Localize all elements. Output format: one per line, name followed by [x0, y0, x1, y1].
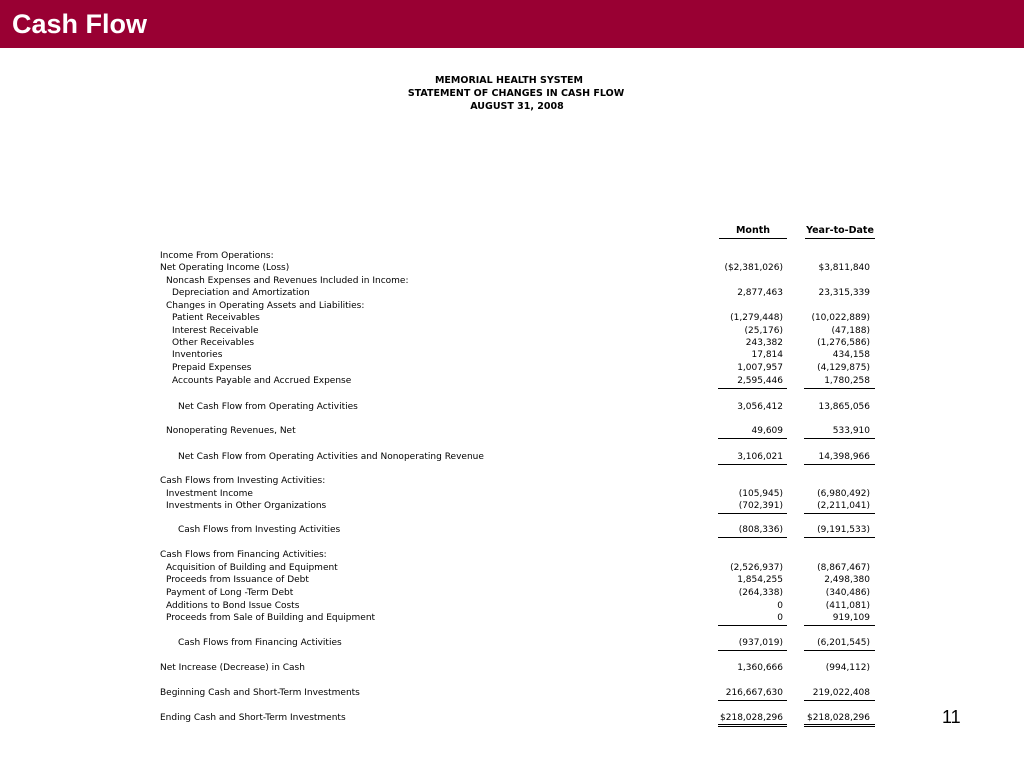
month-value: (808,336): [738, 525, 783, 535]
column-header-month: Month: [719, 225, 787, 239]
subtotal-rule: [718, 650, 787, 651]
ytd-value: (6,201,545): [817, 638, 870, 648]
row-label: Cash Flows from Investing Activities: [178, 525, 341, 535]
table-row: [0, 475, 1024, 487]
subtotal-rule: [804, 438, 875, 439]
row-label: Additions to Bond Issue Costs: [166, 601, 300, 611]
ytd-value: 14,398,966: [818, 452, 870, 462]
row-label: Noncash Expenses and Revenues Included in Income:: [166, 276, 409, 286]
ytd-value: (6,980,492): [817, 489, 870, 499]
row-label: Net Increase (Decrease) in Cash: [160, 663, 305, 673]
subtotal-rule: [804, 388, 875, 389]
statement-org: MEMORIAL HEALTH SYSTEM: [434, 75, 584, 86]
table-row: [0, 349, 1024, 361]
ytd-value: (47,188): [831, 326, 870, 336]
ytd-value: (9,191,533): [817, 525, 870, 535]
row-label: Other Receivables: [172, 338, 255, 348]
subtotal-rule: [718, 464, 787, 465]
row-label: Ending Cash and Short-Term Investments: [160, 713, 346, 723]
row-label: Interest Receivable: [172, 326, 259, 336]
title-bar: [0, 0, 1024, 48]
ytd-value: 23,315,339: [818, 288, 870, 298]
month-value: (937,019): [738, 638, 783, 648]
row-label: Cash Flows from Financing Activities:: [160, 550, 327, 560]
slide-title: Cash Flow: [12, 9, 148, 39]
subtotal-rule: [718, 537, 787, 538]
row-label: Payment of Long -Term Debt: [166, 588, 294, 598]
subtotal-rule: [804, 464, 875, 465]
page-number: 11: [942, 707, 961, 727]
row-label: Accounts Payable and Accrued Expense: [172, 376, 352, 386]
table-row: [0, 500, 1024, 512]
row-label: Depreciation and Amortization: [172, 288, 310, 298]
table-row: [0, 325, 1024, 337]
table-row: [0, 587, 1024, 599]
month-value: (1,279,448): [730, 313, 783, 323]
table-row: [0, 250, 1024, 262]
row-label: Net Cash Flow from Operating Activities: [178, 402, 358, 412]
month-value: 2,595,446: [737, 376, 783, 386]
ytd-value: 2,498,380: [824, 575, 870, 585]
table-row: [0, 524, 1024, 536]
table-row: [0, 425, 1024, 437]
table-row: [0, 488, 1024, 500]
subtotal-rule: [718, 700, 787, 701]
month-value: 0: [777, 601, 783, 611]
row-label: Proceeds from Issuance of Debt: [166, 575, 309, 585]
row-label: Income From Operations:: [160, 251, 274, 261]
month-value: 243,382: [745, 338, 783, 348]
table-row: [0, 600, 1024, 612]
month-value: 1,007,957: [737, 363, 783, 373]
table-row: [0, 562, 1024, 574]
row-label: Proceeds from Sale of Building and Equipment: [166, 613, 376, 623]
month-value: (25,176): [744, 326, 783, 336]
month-value: $218,028,296: [720, 713, 783, 723]
month-value: 0: [777, 613, 783, 623]
month-value: (105,945): [738, 489, 783, 499]
month-value: 3,056,412: [737, 402, 783, 412]
subtotal-rule: [718, 513, 787, 514]
row-label: Changes in Operating Assets and Liabilities:: [166, 301, 365, 311]
row-label: Nonoperating Revenues, Net: [166, 426, 296, 436]
column-header-ytd: Year-to-Date: [805, 225, 875, 239]
table-row: [0, 574, 1024, 586]
subtotal-rule: [804, 537, 875, 538]
total-double-rule: [718, 724, 787, 727]
table-row: [0, 451, 1024, 463]
table-row: [0, 312, 1024, 324]
month-value: 216,667,630: [725, 688, 783, 698]
table-row: [0, 549, 1024, 561]
ytd-value: 219,022,408: [812, 688, 870, 698]
row-label: Cash Flows from Investing Activities:: [160, 476, 326, 486]
ytd-value: (4,129,875): [817, 363, 870, 373]
table-row: [0, 712, 1024, 724]
row-label: Inventories: [172, 350, 223, 360]
table-row: [0, 637, 1024, 649]
month-value: (702,391): [738, 501, 783, 511]
row-label: Prepaid Expenses: [172, 363, 252, 373]
table-row: [0, 362, 1024, 374]
month-value: (264,338): [738, 588, 783, 598]
subtotal-rule: [718, 625, 787, 626]
table-row: [0, 262, 1024, 274]
row-label: Cash Flows from Financing Activities: [178, 638, 342, 648]
ytd-value: 1,780,258: [824, 376, 870, 386]
subtotal-rule: [718, 438, 787, 439]
row-label: Investments in Other Organizations: [166, 501, 327, 511]
subtotal-rule: [804, 513, 875, 514]
ytd-value: 13,865,056: [818, 402, 870, 412]
table-row: [0, 401, 1024, 413]
month-value: ($2,381,026): [724, 263, 783, 273]
month-value: (2,526,937): [730, 563, 783, 573]
table-row: [0, 612, 1024, 624]
ytd-value: (2,211,041): [817, 501, 870, 511]
ytd-value: 919,109: [832, 613, 870, 623]
table-row: [0, 687, 1024, 699]
ytd-value: (10,022,889): [811, 313, 870, 323]
table-row: [0, 662, 1024, 674]
month-value: 49,609: [751, 426, 783, 436]
ytd-value: (411,081): [825, 601, 870, 611]
ytd-value: (340,486): [825, 588, 870, 598]
month-value: 17,814: [751, 350, 783, 360]
ytd-value: 434,158: [832, 350, 870, 360]
ytd-value: (994,112): [825, 663, 870, 673]
ytd-value: (1,276,586): [817, 338, 870, 348]
subtotal-rule: [804, 650, 875, 651]
table-row: [0, 375, 1024, 387]
month-value: 1,854,255: [737, 575, 783, 585]
row-label: Net Cash Flow from Operating Activities and Nonoperating Revenue: [178, 452, 484, 462]
subtotal-rule: [804, 625, 875, 626]
month-value: 3,106,021: [737, 452, 783, 462]
total-double-rule: [804, 724, 875, 727]
subtotal-rule: [718, 388, 787, 389]
month-value: 2,877,463: [737, 288, 783, 298]
ytd-value: 533,910: [832, 426, 870, 436]
table-row: [0, 287, 1024, 299]
ytd-value: $218,028,296: [807, 713, 870, 723]
row-label: Patient Receivables: [172, 313, 260, 323]
month-value: 1,360,666: [737, 663, 783, 673]
row-label: Investment Income: [166, 489, 253, 499]
row-label: Acquisition of Building and Equipment: [166, 563, 338, 573]
table-row: [0, 337, 1024, 349]
table-row: [0, 300, 1024, 312]
statement-date: AUGUST 31, 2008: [470, 101, 564, 112]
row-label: Net Operating Income (Loss): [160, 263, 290, 273]
ytd-value: (8,867,467): [817, 563, 870, 573]
table-row: [0, 275, 1024, 287]
statement-name: STATEMENT OF CHANGES IN CASH FLOW: [407, 88, 625, 99]
row-label: Beginning Cash and Short-Term Investments: [160, 688, 360, 698]
subtotal-rule: [804, 700, 875, 701]
ytd-value: $3,811,840: [818, 263, 870, 273]
